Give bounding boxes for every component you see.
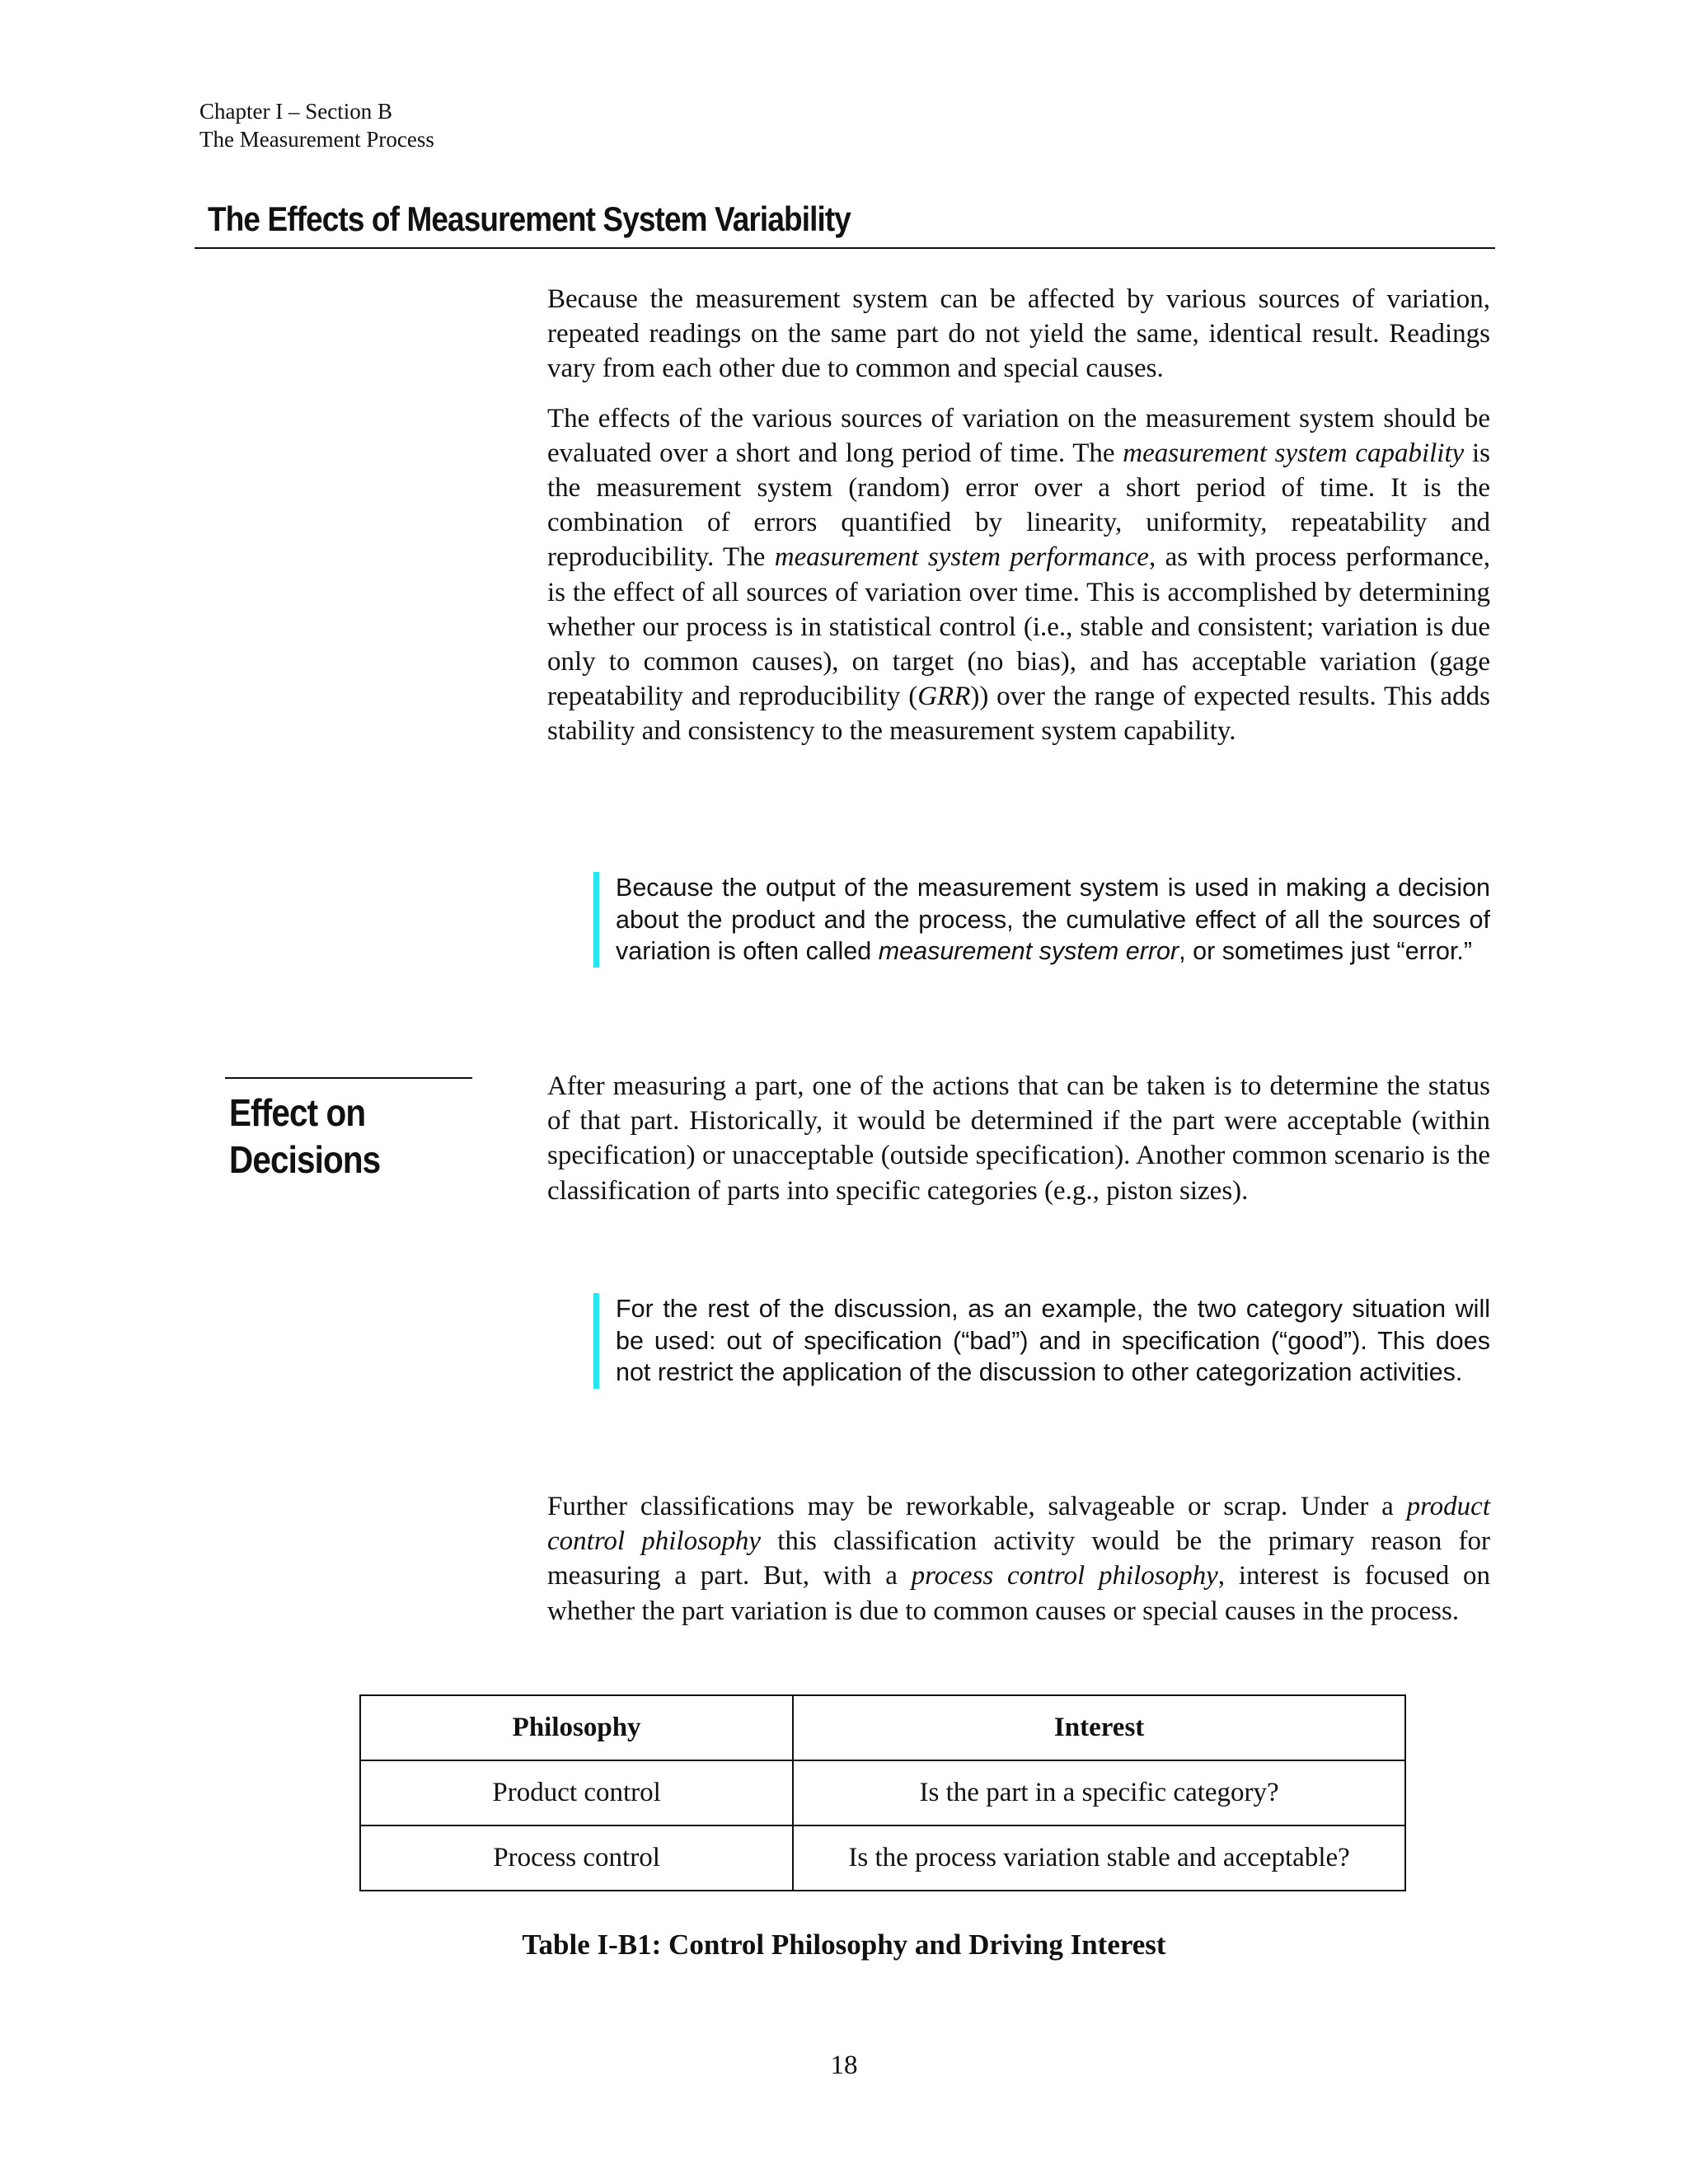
table-header-cell: Interest (793, 1695, 1405, 1760)
header-chapter: Chapter I – Section B (199, 99, 392, 124)
section-title: The Effects of Measurement System Variability (208, 199, 851, 238)
side-heading-line-1: Effect on (229, 1091, 366, 1134)
table-cell: Is the process variation stable and acceptable? (793, 1825, 1405, 1891)
side-heading (229, 1090, 447, 1183)
emphasis-term: product control philosophy (547, 1492, 1490, 1557)
emphasis-term: measurement system performance (774, 542, 1149, 573)
emphasis-term: measurement system capability (1123, 438, 1465, 468)
note-2: For the rest of the discussion, as an example, the two category situation will be used: out of specification (“bad”) and in specification (“good”). This does not restrict the application of the discussion to other categorization activities. (593, 1293, 1490, 1389)
control-philosophy-table (359, 1694, 1406, 1891)
table-cell: Process control (360, 1825, 793, 1891)
note-1: Because the output of the measurement system is used in making a decision about the product and the process, the cumulative effect of all the sources of variation is often called measurement system error, or sometimes just “error.” (593, 872, 1490, 968)
table-header-cell: Philosophy (360, 1695, 793, 1760)
paragraph-4: Further classifications may be reworkable, salvageable or scrap. Under a product control philosophy this classification activity would be the primary reason for measuring a part. But, with a process control philosophy, interest is focused on whether the part variation is due to common causes or special causes in the process. (547, 1492, 1490, 1626)
header-subtitle: The Measurement Process (199, 127, 434, 152)
paragraph-3: After measuring a part, one of the actions that can be taken is to determine the status of that part. Historically, it would be determined if the part were acceptable (within specification) or unacceptable (outside specification). Another common scenario is the classification of parts into specific categories (e.g., piston sizes). (547, 1071, 1490, 1206)
side-heading-rule (225, 1077, 472, 1079)
side-heading-line-2: Decisions (229, 1138, 381, 1181)
paragraph-1: Because the measurement system can be affected by various sources of variation, repeated readings on the same part do not yield the same, identical result. Readings vary from each other due to common and special causes. (547, 284, 1490, 384)
page-number: 18 (830, 2050, 858, 2080)
body-block-2 (547, 1069, 1490, 1208)
emphasis-term: process control philosophy (911, 1561, 1218, 1591)
emphasis-term: measurement system error (878, 937, 1179, 965)
body-block-3 (547, 1489, 1490, 1629)
table-row (360, 1760, 1405, 1825)
table-cell: Product control (360, 1760, 793, 1825)
title-rule (195, 247, 1495, 249)
paragraph-2: The effects of the various sources of variation on the measurement system should be evaluated over a short and long period of time. The measurement system capability is the measurement system (random) error over a short period of time. It is the combination of errors quantified by linearity, uniformity, repeatability and reproducibility. The measurement system performance, as with process performance, is the effect of all sources of variation over time. This is accomplished by determining whether our process is in statistical control (i.e., stable and consistent; variation is due only to common causes), on target (no bias), and has acceptable variation (gage repeatability and reproducibility (GRR)) over the range of expected results. This adds stability and consistency to the measurement system capability. (547, 403, 1491, 747)
table-caption: Table I-B1: Control Philosophy and Driving Interest (522, 1929, 1166, 1961)
table-header-row (360, 1695, 1405, 1760)
body-block-1 (547, 282, 1490, 749)
table-cell: Is the part in a specific category? (793, 1760, 1405, 1825)
running-header (199, 97, 434, 153)
emphasis-term: GRR (917, 682, 971, 712)
table-row (360, 1825, 1405, 1891)
